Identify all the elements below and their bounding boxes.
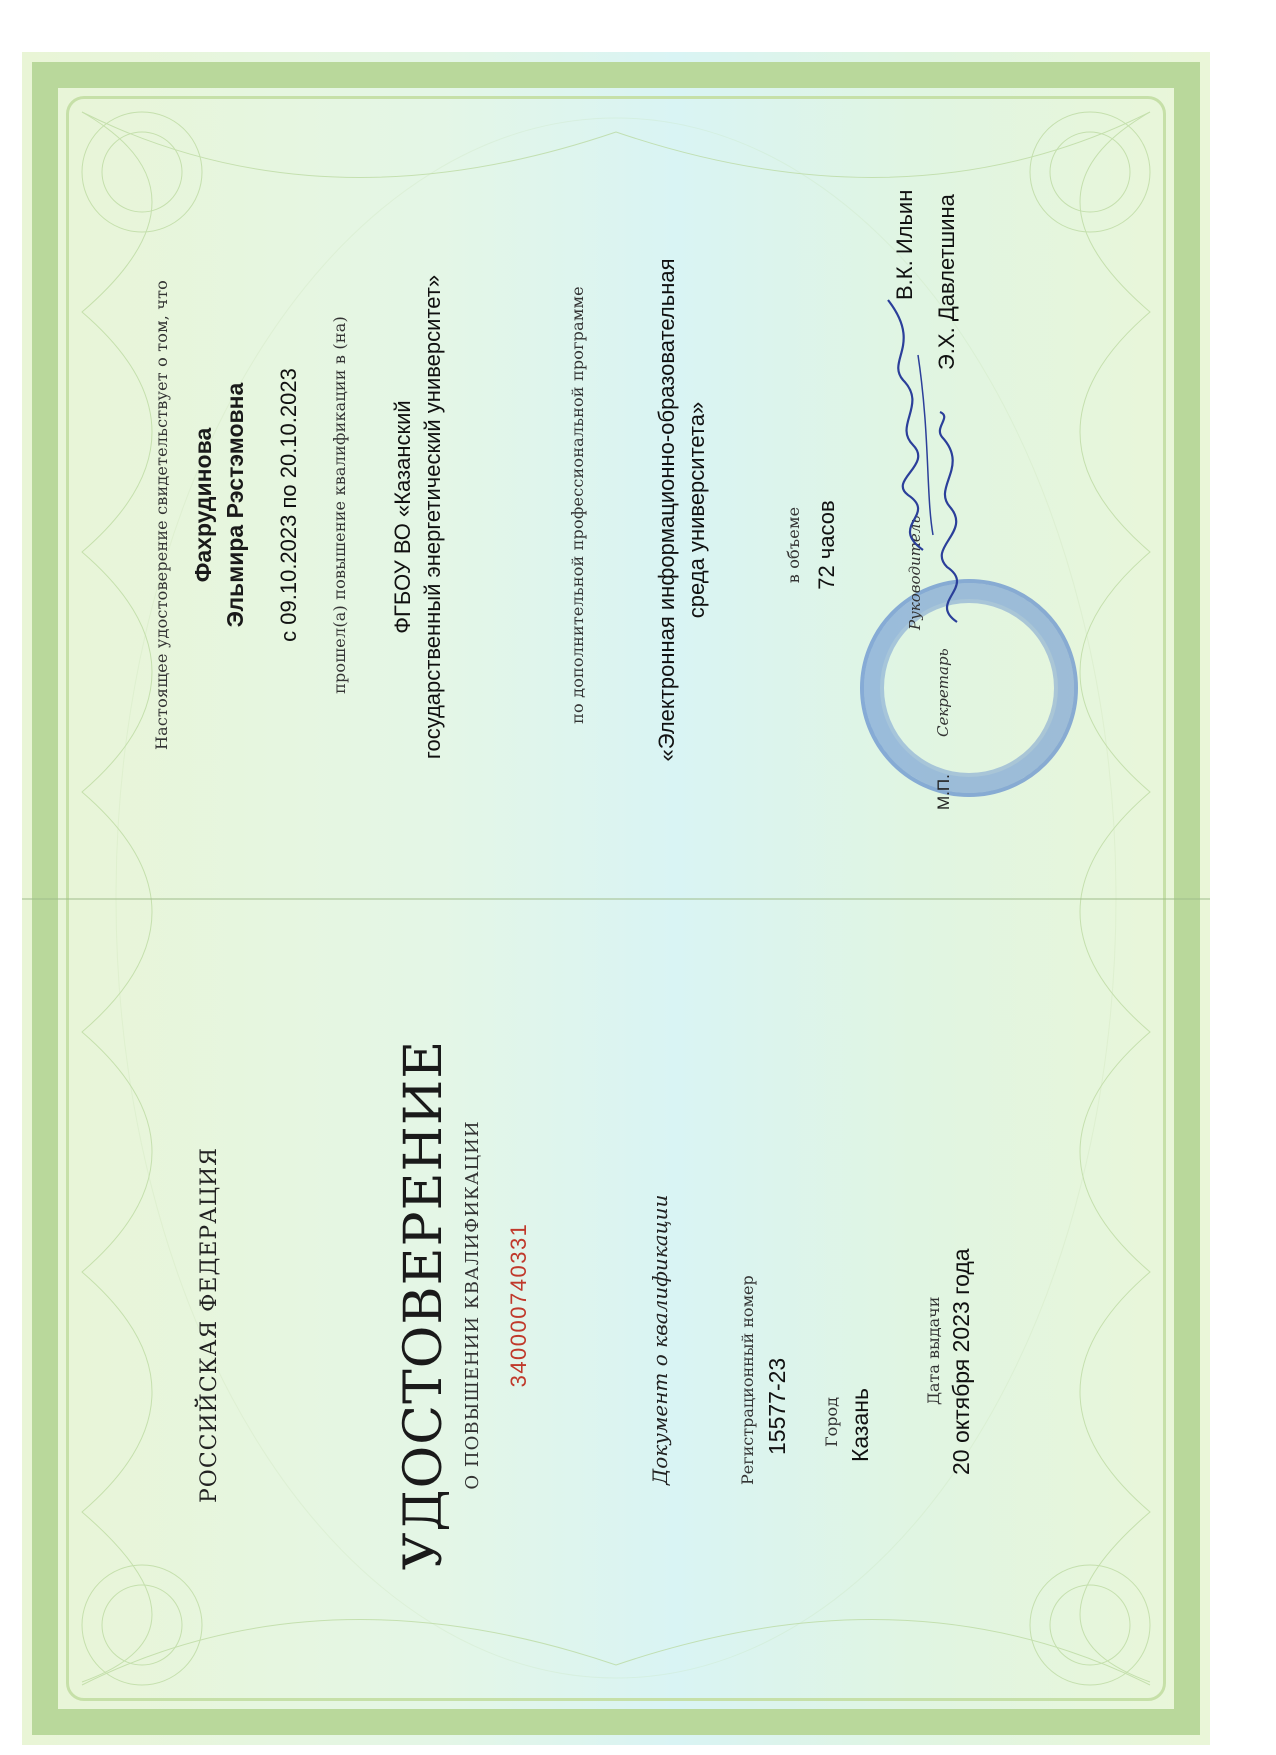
serial-number: 340000740331 — [506, 1222, 531, 1388]
city-value: Казань — [847, 1388, 873, 1462]
program-line-1: «Электронная информационно-образовательная — [654, 258, 679, 762]
holder-surname: Фахрудинова — [190, 427, 216, 583]
program-line-2: среда университета» — [684, 401, 709, 619]
issue-date-label: Дата выдачи — [924, 1296, 943, 1405]
document-subtitle: О ПОВЫШЕНИИ КВАЛИФИКАЦИИ — [462, 1120, 483, 1490]
organization-line-2: государственный энергетический университет» — [420, 274, 445, 760]
head-label: Руководитель — [906, 515, 924, 630]
passed-text: прошел(а) повышение квалификации в (на) — [330, 316, 349, 694]
holder-given-names: Эльмира Рэстэмовна — [222, 382, 248, 628]
secretary-signature — [922, 407, 982, 627]
volume-value: 72 часов — [814, 500, 839, 590]
city-label: Город — [822, 1397, 841, 1447]
rotated-content — [22, 52, 1210, 1745]
study-period: с 09.10.2023 по 20.10.2023 — [276, 368, 301, 642]
seal-label: М.П. — [934, 774, 953, 810]
country-label: РОССИЙСКАЯ ФЕДЕРАЦИЯ — [197, 1146, 222, 1504]
organization-line-1: ФГБОУ ВО «Казанский — [390, 400, 415, 634]
volume-label: в объеме — [784, 506, 803, 584]
document-type: Документ о квалификации — [648, 1194, 672, 1485]
head-name: В.К. Ильин — [892, 189, 917, 300]
secretary-label: Секретарь — [934, 648, 952, 737]
secretary-name: Э.Х. Давлетшина — [934, 194, 959, 370]
certificate-sheet — [22, 52, 1210, 1745]
registration-label: Регистрационный номер — [738, 1275, 757, 1485]
program-intro: по дополнительной профессиональной программе — [568, 286, 587, 724]
issue-date-value: 20 октября 2023 года — [948, 1248, 974, 1475]
registration-value: 15577-23 — [764, 1357, 790, 1455]
document-title: УДОСТОВЕРЕНИЕ — [394, 1039, 454, 1571]
intro-text: Настоящее удостоверение свидетельствует о том, что — [152, 279, 171, 751]
